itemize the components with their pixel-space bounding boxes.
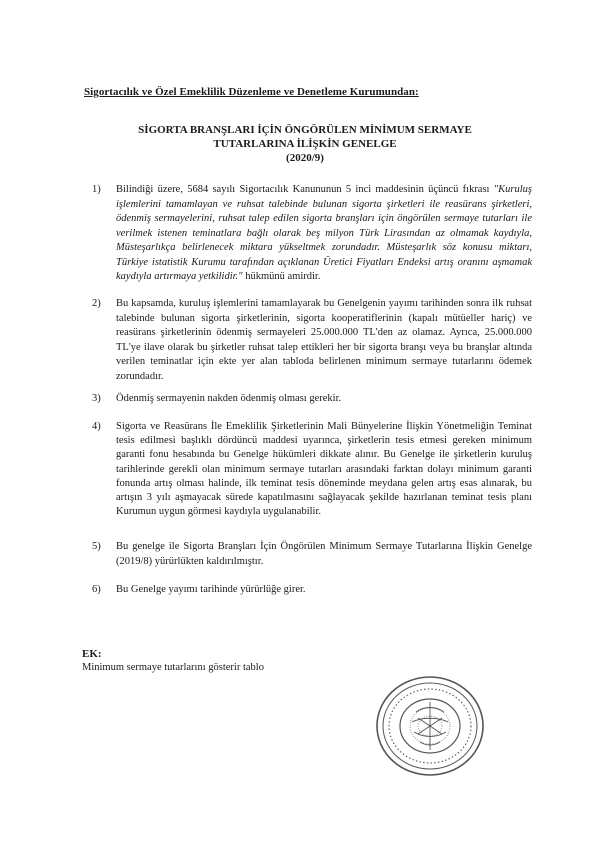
title-line-3: (2020/9) xyxy=(286,152,324,164)
official-seal-icon xyxy=(372,672,488,780)
article-text: Ödenmiş sermayenin nakden ödenmiş olması gerekir. xyxy=(116,393,342,404)
title-line-1: SİGORTA BRANŞLARI İÇİN ÖNGÖRÜLEN MİNİMUM SERMAYE xyxy=(138,124,472,136)
article-lead: Bilindiği üzere, 5684 sayılı Sigortacılık Kanununun 5 inci maddesinin üçüncü fıkrası xyxy=(116,184,490,195)
article-number: 5) xyxy=(92,541,101,552)
article-text: Bu kapsamda, kuruluş işlemlerini tamamlayarak bu Genelgenin yayımı tarihinden sonra ilk ruhsat talebinde bulunan sigorta şirketlerinin, sigorta kooperatiflerinin (kapalı mütüeller hariç) ve reasürans şirketlerinin ödenmiş sermayeleri 25.000.000 TL'den az olamaz. Ayrıca, 25.000.000 TL'ye ilave olarak bu şirketler ruhsat talep ettikleri her bir sigorta branşı veya bu branşlar altında verilen teminatlar için ekte yer alan tabloda belirlenen minimum sermaye tutarlarını ödemek zorundadır. xyxy=(116,298,532,382)
article-number: 2) xyxy=(92,298,101,309)
article-number: 1) xyxy=(92,184,101,195)
article-number: 4) xyxy=(92,421,101,432)
attachment-description: Minimum sermaye tutarlarını gösterir tablo xyxy=(82,662,264,673)
article-tail: hükmünü amirdir. xyxy=(245,271,321,282)
quoted-provision: "Kuruluş işlemlerini tamamlayan ve ruhsat talebinde bulunan sigorta şirketleri ile reasürans şirketleri, ödenmiş sermayelerini, ruhsat talep edilen sigorta branşları için öngörülen sermaye tutarları ile verilmek istenen teminatlara bağlı olarak beş milyon Türk Lirasından az olmamak kaydıyla, Müsteşarlıkça belirlenecek miktara yükseltmek zorundadır. Müsteşarlık söz konusu miktarı, Türkiye istatistik Kurumu tarafından açıklanan Üretici Fiyatları Endeksi artış oranını aşmamak kaydıyla artırmaya yetkilidir." xyxy=(116,184,532,282)
article-text: Sigorta ve Reasürans İle Emeklilik Şirketlerinin Mali Bünyelerine İlişkin Yönetmeliğin Teminat tesis edilmesi başlıklı dördüncü maddesi uyarınca, şirketlerin tesis etmesi gereken minimum garanti fonu hesabında bu Genelge hükümleri dikkate alınır. Bu Genelge ile şirketlerin kuruluş tarihlerinde gerekli olan minimum sermaye tutarları arasındaki farktan dolayı minimum garanti fonunda artış olması halinde, ilk teminat tesis döneminde meydana gelen artış esas alınarak, bu artışın 3 yılı aşmayacak sürede kapatılmasını sağlayacak şekilde hazırlanan teminat tesis planı Kurumun uygun görmesi kaydıyla uygulanabilir. xyxy=(116,421,532,518)
article-text xyxy=(116,183,532,285)
article-number: 3) xyxy=(92,393,101,404)
article-text: Bu genelge ile Sigorta Branşları İçin Öngörülen Minimum Sermaye Tutarlarına İlişkin Genelge (2019/8) yürürlükten kaldırılmıştır. xyxy=(116,541,532,567)
article-text: Bu Genelge yayımı tarihinde yürürlüğe girer. xyxy=(116,584,306,595)
issuer-header: Sigortacılık ve Özel Emeklilik Düzenleme ve Denetleme Kurumundan: xyxy=(84,86,419,98)
article-number: 6) xyxy=(92,584,101,595)
title-line-2: TUTARLARINA İLİŞKİN GENELGE xyxy=(213,138,397,150)
attachment-label: EK: xyxy=(82,648,102,660)
